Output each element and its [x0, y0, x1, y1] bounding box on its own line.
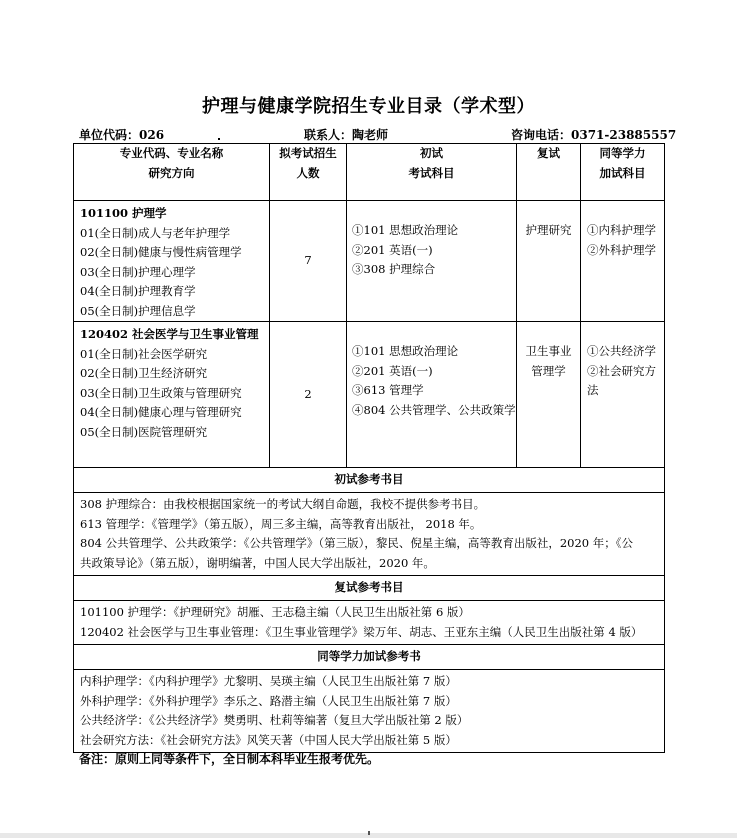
table-row [74, 201, 665, 322]
table-row [74, 322, 665, 468]
header-retest: 复试 [517, 144, 581, 201]
retest-cell: 护理研究 [517, 201, 581, 322]
footnote: 备注：原则上同等条件下，全日制本科毕业生报考优先。 [79, 752, 380, 766]
section-header-row [74, 468, 665, 493]
contact-person: 联系人：陶老师 [304, 128, 389, 142]
retest-cell: 卫生事业 管理学 [517, 322, 581, 468]
count-cell: 2 [270, 322, 347, 468]
initial-refs-body: 308 护理综合：由我校根据国家统一的考试大纲自命题，我校不提供参考书目。 613 管理学：《管理学》（第五版），周三多主编，高等教育出版社， 2018 年。 804 公共管理学、公共政策学：《公共管理学》（第三版），黎民、倪星主编，高等教育出版社，2020 年；《公 共政策导论》（第五版），谢明编著，中国人民大学出版社，2020 年。 [74, 493, 665, 576]
page-title: 护理与健康学院招生专业目录（学术型） [202, 96, 535, 117]
section-body-row [74, 493, 665, 576]
extra-cell: ①公共经济学 ②社会研究方 法 [581, 322, 665, 468]
major-cell: 120402 社会医学与卫生事业管理 01(全日制)社会医学研究 02(全日制)卫生经济研究 03(全日制)卫生政策与管理研究 04(全日制)健康心理与管理研究 05(全日制)医院管理研究 [74, 322, 270, 468]
major-cell: 101100 护理学 01(全日制)成人与老年护理学 02(全日制)健康与慢性病管理学 03(全日制)护理心理学 04(全日制)护理教育学 05(全日制)护理信息学 [74, 201, 270, 322]
section-header-row [74, 645, 665, 670]
table-header-row [74, 144, 665, 201]
count-cell: 7 [270, 201, 347, 322]
section-body-row [74, 601, 665, 645]
extra-cell: ①内科护理学 ②外科护理学 [581, 201, 665, 322]
unit-code: 单位代码：026 [79, 128, 165, 142]
contact-phone: 咨询电话：0371-23885557 [511, 128, 677, 142]
extra-refs-body: 内科护理学：《内科护理学》尤黎明、吴瑛主编（人民卫生出版社第 7 版） 外科护理学：《外科护理学》李乐之、路潜主编（人民卫生出版社第 7 版） 公共经济学：《公共经济学》樊勇明、杜莉等编著（复旦大学出版社第 2 版） 社会研究方法：《社会研究方法》风笑天著（中国人民大学出版社第 5 版） [74, 670, 665, 753]
stray-dot [218, 138, 220, 140]
header-count: 拟考试招生 人数 [270, 144, 347, 201]
retest-refs-body: 101100 护理学：《护理研究》胡雁、王志稳主编（人民卫生出版社第 6 版） 120402 社会医学与卫生事业管理：《卫生事业管理学》梁万年、胡志、王亚东主编（人民卫生出版社第 4 版） [74, 601, 665, 645]
page-bottom-mark [368, 831, 370, 835]
retest-refs-title: 复试参考书目 [74, 576, 665, 601]
extra-refs-title: 同等学力加试参考书 [74, 645, 665, 670]
catalog-table [73, 143, 665, 753]
header-major: 专业代码、专业名称 研究方向 [74, 144, 270, 201]
header-extra: 同等学力 加试科目 [581, 144, 665, 201]
header-exam: 初试 考试科目 [347, 144, 517, 201]
exam-cell: ①101 思想政治理论 ②201 英语(一) ③308 护理综合 [347, 201, 517, 322]
exam-cell: ①101 思想政治理论 ②201 英语(一) ③613 管理学 ④804 公共管理学、公共政策学 [347, 322, 517, 468]
section-body-row [74, 670, 665, 753]
section-header-row [74, 576, 665, 601]
initial-refs-title: 初试参考书目 [74, 468, 665, 493]
